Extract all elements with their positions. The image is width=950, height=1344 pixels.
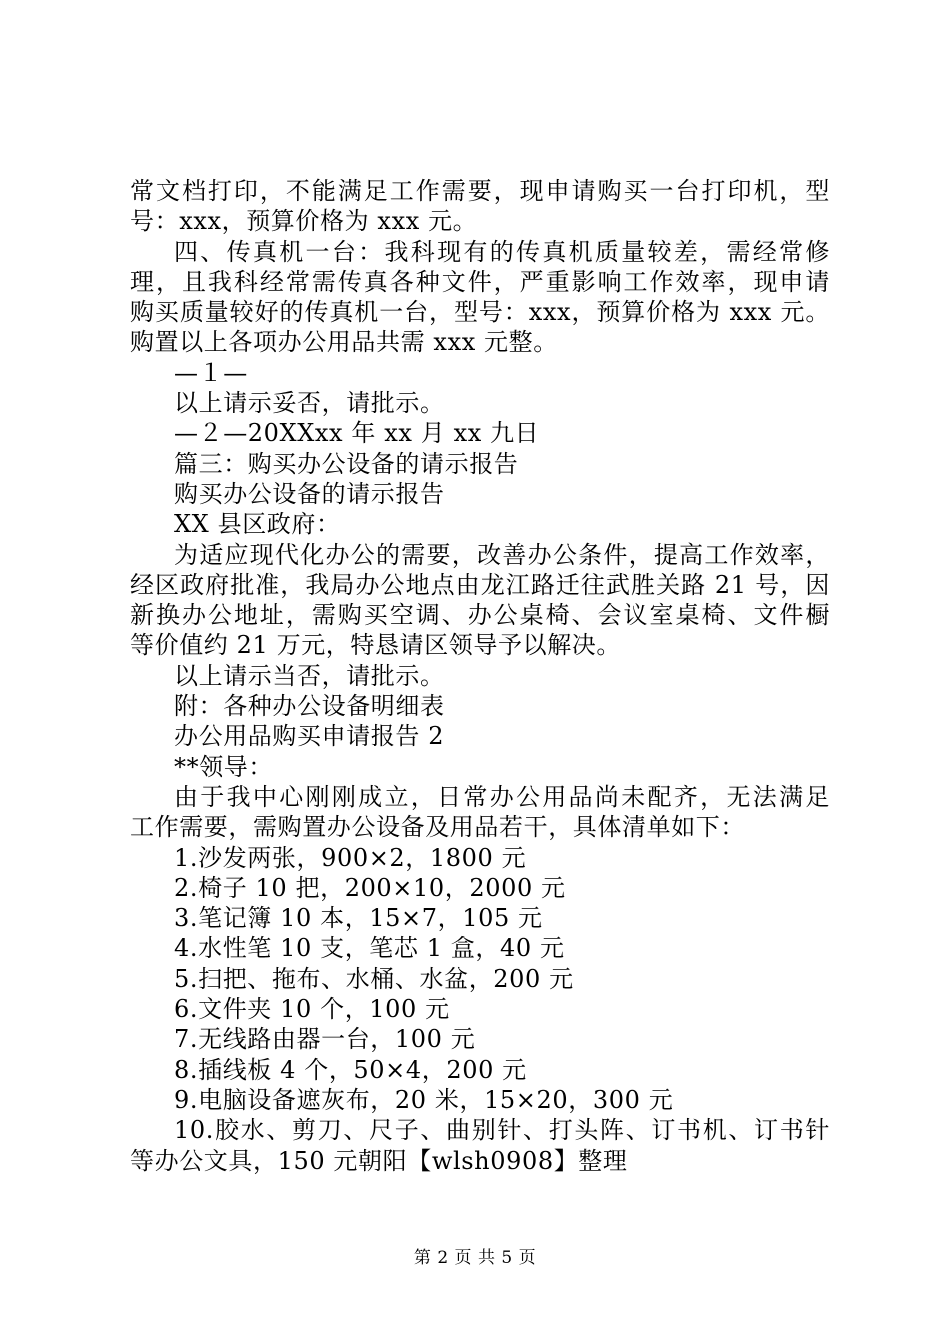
text-line: 购置以上各项办公用品共需 xxx 元整。: [130, 328, 558, 357]
text-line: 4.水性笔 10 支，笔芯 1 盒，40 元: [174, 934, 565, 963]
text-line: 以上请示妥否，请批示。: [174, 389, 445, 418]
text-line: 附：各种办公设备明细表: [174, 692, 445, 721]
text-line: 办公用品购买申请报告 2: [174, 722, 445, 751]
text-line: 9.电脑设备遮灰布，20 米，15×20，300 元: [174, 1085, 674, 1114]
text-line: 3.笔记簿 10 本，15×7，105 元: [174, 904, 543, 933]
text-line: 为适应现代化办公的需要，改善办公条件，提高工作效率，: [174, 540, 830, 569]
text-line: 等办公文具，150 元朝阳【wlsh0908】整理: [130, 1146, 628, 1175]
text-line: 工作需要，需购置办公设备及用品若干，具体清单如下：: [130, 813, 745, 842]
text-line: 10.胶水、剪刀、尺子、曲别针、打头阵、订书机、订书针: [174, 1116, 830, 1145]
text-line: 以上请示当否，请批示。: [174, 661, 445, 690]
text-line: 经区政府批准，我局办公地点由龙江路迁往武胜关路 21 号，因: [130, 570, 830, 599]
document-body: [130, 176, 830, 1176]
text-line: —１—: [174, 358, 248, 387]
text-line: 四、传真机一台：我科现有的传真机质量较差，需经常修: [174, 237, 830, 266]
text-line: 7.无线路由器一台，100 元: [174, 1025, 476, 1054]
text-line: 5.扫把、拖布、水桶、水盆，200 元: [174, 964, 574, 993]
text-line: 购买办公设备的请示报告: [174, 479, 445, 508]
text-line: 6.文件夹 10 个，100 元: [174, 995, 450, 1024]
text-line: 8.插线板 4 个，50×4，200 元: [174, 1055, 527, 1084]
text-line: 由于我中心刚刚成立，日常办公用品尚未配齐，无法满足: [174, 782, 830, 811]
text-line: 理，且我科经常需传真各种文件，严重影响工作效率，现申请: [130, 267, 830, 296]
text-line: 1.沙发两张，900×2，1800 元: [174, 843, 527, 872]
text-line: XX 县区政府：: [174, 510, 341, 539]
text-line: 等价值约 21 万元，特恳请区领导予以解决。: [130, 631, 621, 660]
text-line: **领导：: [174, 752, 273, 781]
text-line: 2.椅子 10 把，200×10，2000 元: [174, 873, 566, 902]
text-line: 购买质量较好的传真机一台，型号：xxx，预算价格为 xxx 元。: [130, 298, 830, 327]
text-line: 篇三：购买办公设备的请示报告: [174, 449, 519, 478]
text-line: 常文档打印，不能满足工作需要，现申请购买一台打印机，型: [130, 177, 830, 205]
text-line: —２—20XXxx 年 xx 月 xx 九日: [174, 419, 540, 448]
page-footer: 第 2 页 共 5 页: [413, 1248, 537, 1268]
text-line: 号：xxx，预算价格为 xxx 元。: [130, 207, 478, 236]
text-line: 新换办公地址，需购买空调、办公桌椅、会议室桌椅、文件橱: [130, 601, 830, 630]
